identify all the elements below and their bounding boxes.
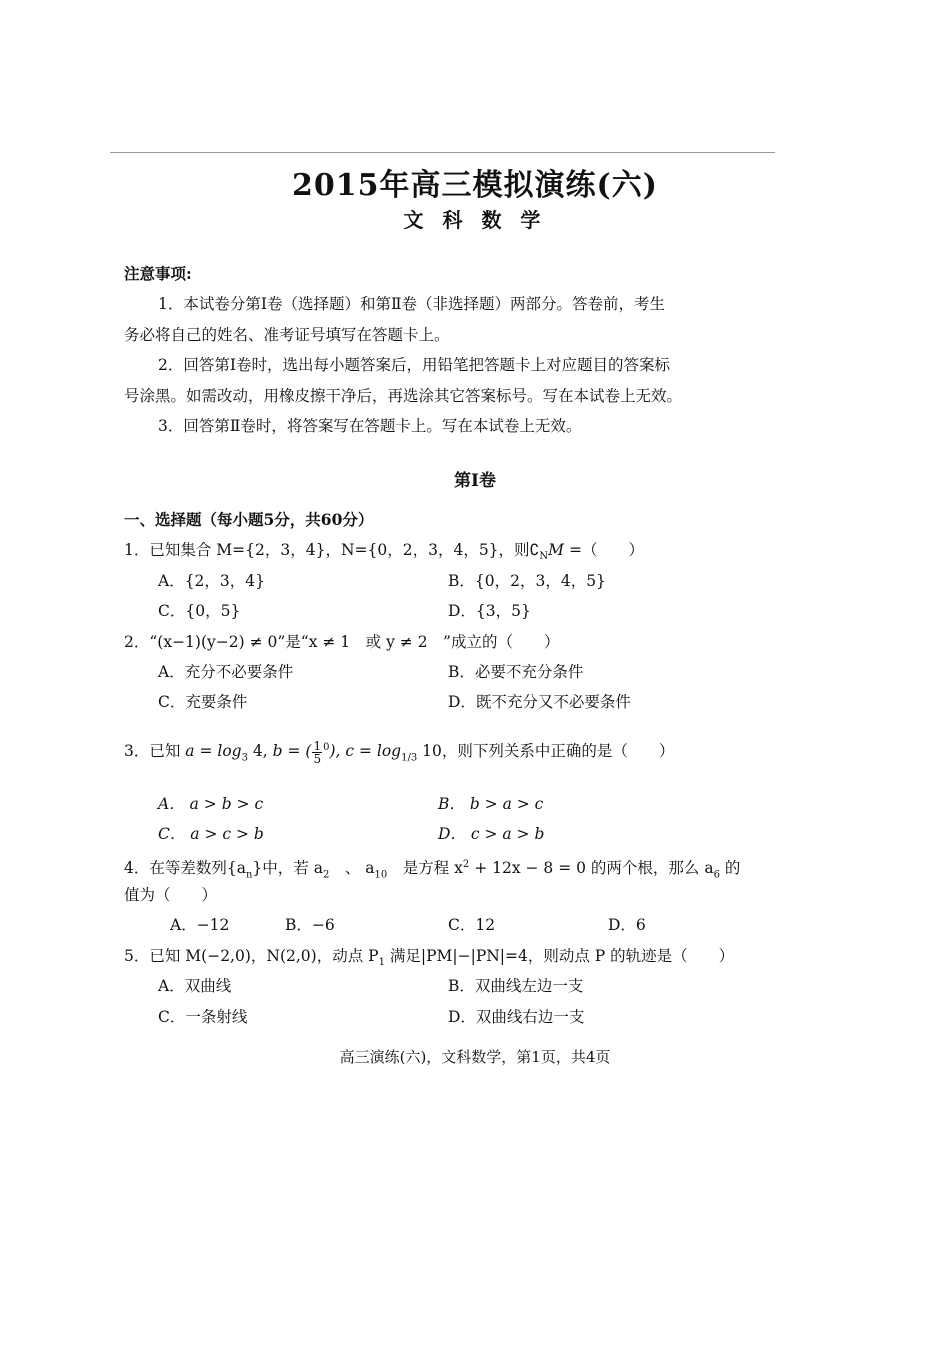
q5-stem-prefix: 5．已知 M(−2,0)，N(2,0)，动点 P [124,947,379,965]
question-4-stem-line-1 [124,855,740,885]
q3-a-expr: a = log [185,742,242,761]
q2-option-a: A．充分不必要条件 [158,663,294,681]
q4-seq-sub: n [245,869,253,881]
page-footer: 高三演练(六)，文科数学，第1页，共4页 [339,1048,611,1066]
question-5-stem [124,946,734,973]
q2-option-d: D．既不充分又不必要条件 [448,693,631,711]
q1-option-b: B．{0，2，3，4，5} [448,572,606,590]
q4-part-6: 的 [719,859,741,878]
q5-option-a: A．双曲线 [158,977,232,995]
q4-a10-sub: 10 [374,869,388,881]
q5-option-c: C．一条射线 [158,1008,248,1026]
q4-option-b: B．−6 [285,916,335,934]
q4-part-1: 4．在等差数列{a [124,859,246,878]
notice-line-5: 3．回答第Ⅱ卷时，将答案写在答题卡上。写在本试卷上无效。 [158,417,582,435]
q1-option-c: C．{0，5} [158,602,241,620]
q3-stem-prefix: 3．已知 [124,742,186,761]
q3-b-expr: b = ( [272,742,312,761]
section-title: 第Ⅰ卷 [454,471,496,491]
q3-frac-num: 1 [313,738,322,753]
q5-option-d: D．双曲线右边一支 [448,1008,585,1026]
q1-stem-suffix: =（ ） [564,541,644,559]
q4-option-a: A．−12 [170,916,230,934]
part-heading: 一、选择题（每小题5分，共60分） [124,510,374,529]
q4-a2-sub: 2 [322,869,330,881]
question-2-stem: 2．“(x−1)(y−2) ≠ 0”是“x ≠ 1 或 y ≠ 2 ”成立的（ ） [124,633,560,651]
notice-line-3: 2．回答第Ⅰ卷时，选出每小题答案后，用铅笔把答题卡上对应题目的答案标 [158,356,670,374]
q2-option-c: C．充要条件 [158,693,248,711]
q4-option-c: C．12 [448,916,496,934]
q3-stem-suffix: ，则下列关系中正确的是（ ） [441,742,675,761]
q5-p-sub: 1 [378,957,385,969]
q3-option-c: C． a > c > b [158,825,264,843]
q3-fraction [312,740,322,765]
q3-a-arg: 4, [247,742,273,761]
q3-c-arg: 10 [417,742,442,761]
q4-x-sup: 2 [462,859,470,870]
question-4-stem-line-2: 值为（ ） [124,886,218,904]
q5-stem-suffix: 满足|PM|−|PN|=4，则动点 P 的轨迹是（ ） [384,947,735,965]
q1-var: M [548,541,565,559]
top-divider [110,152,775,153]
q3-option-a: A． a > b > c [158,795,264,813]
q3-frac-den: 5 [313,751,322,766]
notice-heading: 注意事项: [124,264,192,283]
q4-part-3: 、 a [329,859,375,878]
q4-part-5: + 12x − 8 = 0 的两个根，那么 a [469,859,714,878]
q3-option-b: B． b > a > c [438,795,544,813]
q1-option-a: A．{2，3，4} [158,572,266,590]
notice-line-1: 1．本试卷分第Ⅰ卷（选择题）和第Ⅱ卷（非选择题）两部分。答卷前，考生 [158,295,666,313]
question-3-stem [124,734,674,772]
q3-b-exp: 0 [323,742,330,753]
q3-option-d: D． c > a > b [438,825,545,843]
notice-line-4: 号涂黑。如需改动，用橡皮擦干净后，再选涂其它答案标号。写在本试卷上无效。 [124,387,683,405]
q1-complement-sub: N [539,551,549,563]
q4-a6-sub: 6 [713,869,720,881]
exam-subject: 文 科 数 学 [403,208,547,232]
q1-complement-symbol: ∁ [529,541,540,559]
question-1-stem [124,540,644,567]
q4-part-4: 是方程 x [387,859,463,878]
exam-title: 2015年高三模拟演练(六) [292,168,658,203]
q4-option-d: D．6 [608,916,646,934]
q2-option-b: B．必要不充分条件 [448,663,584,681]
q1-stem-prefix: 1．已知集合 M={2，3，4}，N={0，2，3，4，5}，则 [124,541,530,559]
q3-c-base: 1/3 [401,752,418,764]
q1-option-d: D．{3，5} [448,602,531,620]
notice-line-2: 务必将自己的姓名、准考证号填写在答题卡上。 [124,326,450,344]
q3-a-base: 3 [241,752,248,764]
q4-part-2: }中，若 a [252,859,323,878]
q3-c-expr: ), c = log [329,742,402,761]
q5-option-b: B．双曲线左边一支 [448,977,584,995]
